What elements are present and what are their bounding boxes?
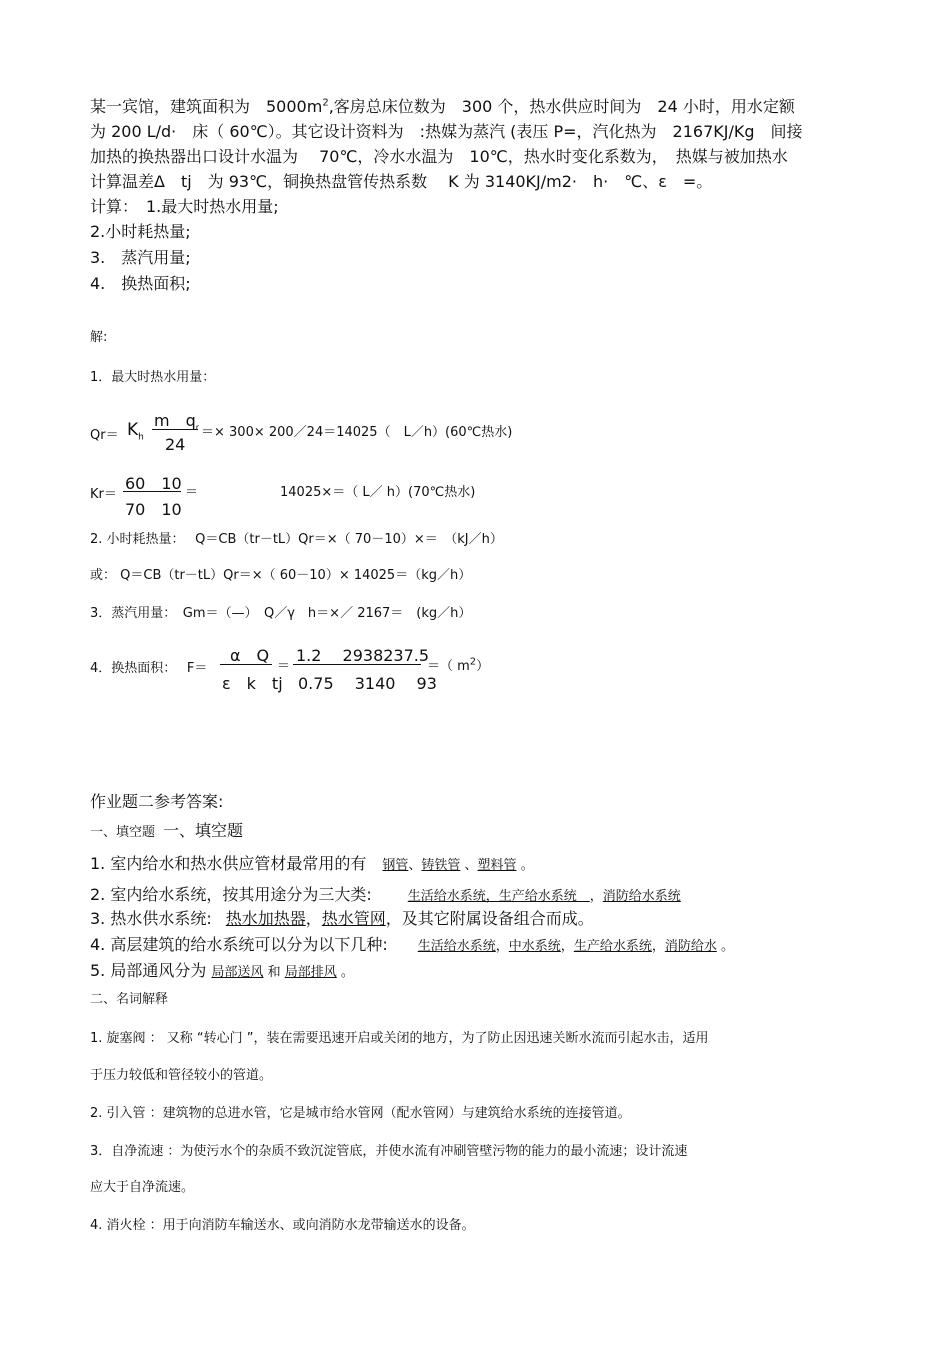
fill-4-end: 。 (716, 939, 734, 954)
area-label: 4．换热面积： F＝ (90, 661, 208, 676)
fill-4-answer-3: 生产给水系统 (573, 939, 652, 954)
fill-item-2 (90, 882, 681, 905)
definition-3-line-2: 应大于自净流速。 (90, 1180, 195, 1195)
fill-5-answer-2: 局部排风 (284, 965, 337, 980)
fill-1-answer-2: 铸铁管 (421, 858, 461, 873)
solution-step-2: 2. 小时耗热量： Q＝CB（tr－tL）Qr＝×（ 70－10）×＝ （kJ／h） (90, 532, 503, 547)
fill-4-sep-3: ， (651, 939, 665, 954)
qr-k-letter: K (127, 420, 139, 440)
fill-4-answer-4: 消防给水 (664, 939, 717, 954)
area-result-close: ） (476, 659, 490, 674)
qr-k (127, 420, 144, 442)
calc-item-3: 3. 蒸汽用量; (90, 248, 191, 267)
answers-title: 作业题二参考答案: (90, 792, 224, 811)
fill-1-end: 。 (516, 858, 534, 873)
kr-fraction-bar (123, 491, 181, 492)
fill-2-sep: ， (589, 889, 603, 904)
fill-5-answer-1: 局部送风 (211, 965, 264, 980)
fill-3-question: 3. 热水供水系统: (90, 909, 212, 928)
fill-3-end: ，及其它附属设备组合而成。 (385, 909, 594, 928)
fill-5-mid: 和 (263, 965, 285, 980)
fill-2-answer-1: 生活给水系统，生产给水系统 (407, 889, 590, 904)
area-result-sup: 2 (469, 656, 477, 668)
problem-line-1-a: 某一宾馆，建筑面积为 5000m (90, 97, 323, 116)
fill-3-sep: ， (305, 909, 322, 928)
fill-item-5 (90, 958, 354, 981)
fill-item-4 (90, 932, 734, 955)
kr-result: 14025×＝（ L／ h）(70℃热水) (280, 485, 476, 500)
area-denominator-2: 0.75 3140 93 (298, 674, 437, 693)
section-1-heading (90, 818, 243, 841)
qr-fraction-bar (152, 429, 198, 430)
fill-4-question: 4. 高层建筑的给水系统可以分为以下几种: (90, 935, 388, 954)
section-1-heading-big: 一、填空题 (163, 821, 244, 840)
definition-3-line-1: 3．自净流速 ：为使污水个的杂质不致沉淀管底，并使水流有冲刷管壁污物的能力的最小流速；设计流速 (90, 1144, 688, 1159)
fill-4-answer-2: 中水系统 (508, 939, 561, 954)
area-numerator-2: 1.2 2938237.5 (296, 646, 430, 665)
section-1-heading-small: 一、填空题 (90, 825, 156, 840)
qr-lhs: Qr＝ (90, 428, 119, 443)
calc-intro: 计算： 1.最大时热水用量; (90, 197, 279, 216)
problem-line-1-b: ,客房总床位数为 300 个，热水供应时间为 24 小时，用水定额 (328, 97, 795, 116)
fill-1-answer-1: 钢管 (382, 858, 409, 873)
fill-4-answer-1: 生活给水系统 (417, 939, 496, 954)
fill-item-3 (90, 906, 594, 929)
fill-1-sep-2: 、 (460, 858, 478, 873)
solution-step-1-title: 1．最大时热水用量： (90, 370, 216, 385)
area-result (427, 655, 489, 674)
calc-item-4: 4. 换热面积; (90, 274, 191, 293)
fill-5-end: 。 (336, 965, 354, 980)
definition-2: 2. 引入管 ：建筑物的总进水管，它是城市给水管网（配水管网）与建筑给水系统的连接管道。 (90, 1106, 631, 1121)
kr-denominator: 70 10 (125, 500, 182, 519)
qr-k-sub: h (138, 432, 144, 443)
fill-item-1 (90, 851, 534, 874)
area-fraction-bar-2 (293, 664, 421, 665)
problem-line-2: 为 200 L/d· 床（ 60℃）。其它设计资料为 :热媒为蒸汽 (表压 P=，汽化热为 2167KJ/Kg 间接 (90, 122, 803, 141)
kr-equals: ＝ (185, 485, 199, 500)
qr-result: ＝× 300× 200／24＝14025（ L／h）(60℃热水) (201, 425, 513, 440)
fill-2-answer-2: 消防给水系统 (602, 889, 681, 904)
problem-line-4: 计算温差Δ tj 为 93℃，铜换热盘管传热系数 K 为 3140KJ/m2· h· ℃、ε =。 (90, 172, 713, 191)
qr-denominator: 24 (165, 435, 186, 454)
fill-4-sep-1: ， (495, 939, 509, 954)
qr-numerator-sub: r (195, 423, 200, 433)
fill-3-answer-2: 热水管网 (321, 909, 386, 928)
area-numerator-1: α Q (230, 646, 270, 665)
qr-numerator-text: m q (154, 411, 196, 430)
fill-2-question: 2. 室内给水系统，按其用途分为三大类: (90, 885, 372, 904)
definition-4: 4. 消火栓 ：用于向消防车输送水、或向消防水龙带输送水的设备。 (90, 1218, 475, 1233)
kr-numerator: 60 10 (125, 474, 182, 493)
problem-line-3: 加热的换热器出口设计水温为 70℃，冷水水温为 10℃，热水时变化系数为， 热媒与被加热水 (90, 147, 788, 166)
fill-1-question: 1. 室内给水和热水供应管材最常用的有 (90, 854, 383, 873)
definition-1-line-2: 于压力较低和管径较小的管道。 (90, 1068, 273, 1083)
area-fraction-bar-1 (220, 664, 272, 665)
kr-lhs: Kr＝ (90, 487, 117, 502)
problem-line-1 (90, 94, 795, 117)
fill-4-sep-2: ， (560, 939, 574, 954)
area-unit-sup: 2 (322, 97, 329, 109)
definition-1-line-1: 1. 旋塞阀 ： 又称 “转心门 ”，装在需要迅速开启或关闭的地方，为了防止因迅速关断水流而引起水击，适用 (90, 1031, 709, 1046)
section-2-heading: 二、名词解释 (90, 992, 169, 1007)
calc-item-2: 2.小时耗热量; (90, 222, 191, 241)
area-equals: ＝ (277, 659, 291, 674)
solution-label: 解: (90, 330, 108, 345)
area-result-text: ＝（ m (427, 659, 470, 674)
area-denominator-1: ε k tj (222, 674, 283, 693)
solution-step-3: 3．蒸汽用量： Gm＝（—） Q／γ h＝×／ 2167＝ (kg／h） (90, 606, 472, 621)
fill-1-answer-3: 塑料管 (477, 858, 517, 873)
solution-step-2-alt: 或： Q＝CB（tr－tL）Qr＝×（ 60－10）× 14025＝（kg／h） (90, 568, 472, 583)
fill-3-answer-1: 热水加热器 (225, 909, 306, 928)
fill-5-question: 5. 局部通风分为 (90, 961, 212, 980)
fill-1-sep-1: 、 (408, 858, 422, 873)
